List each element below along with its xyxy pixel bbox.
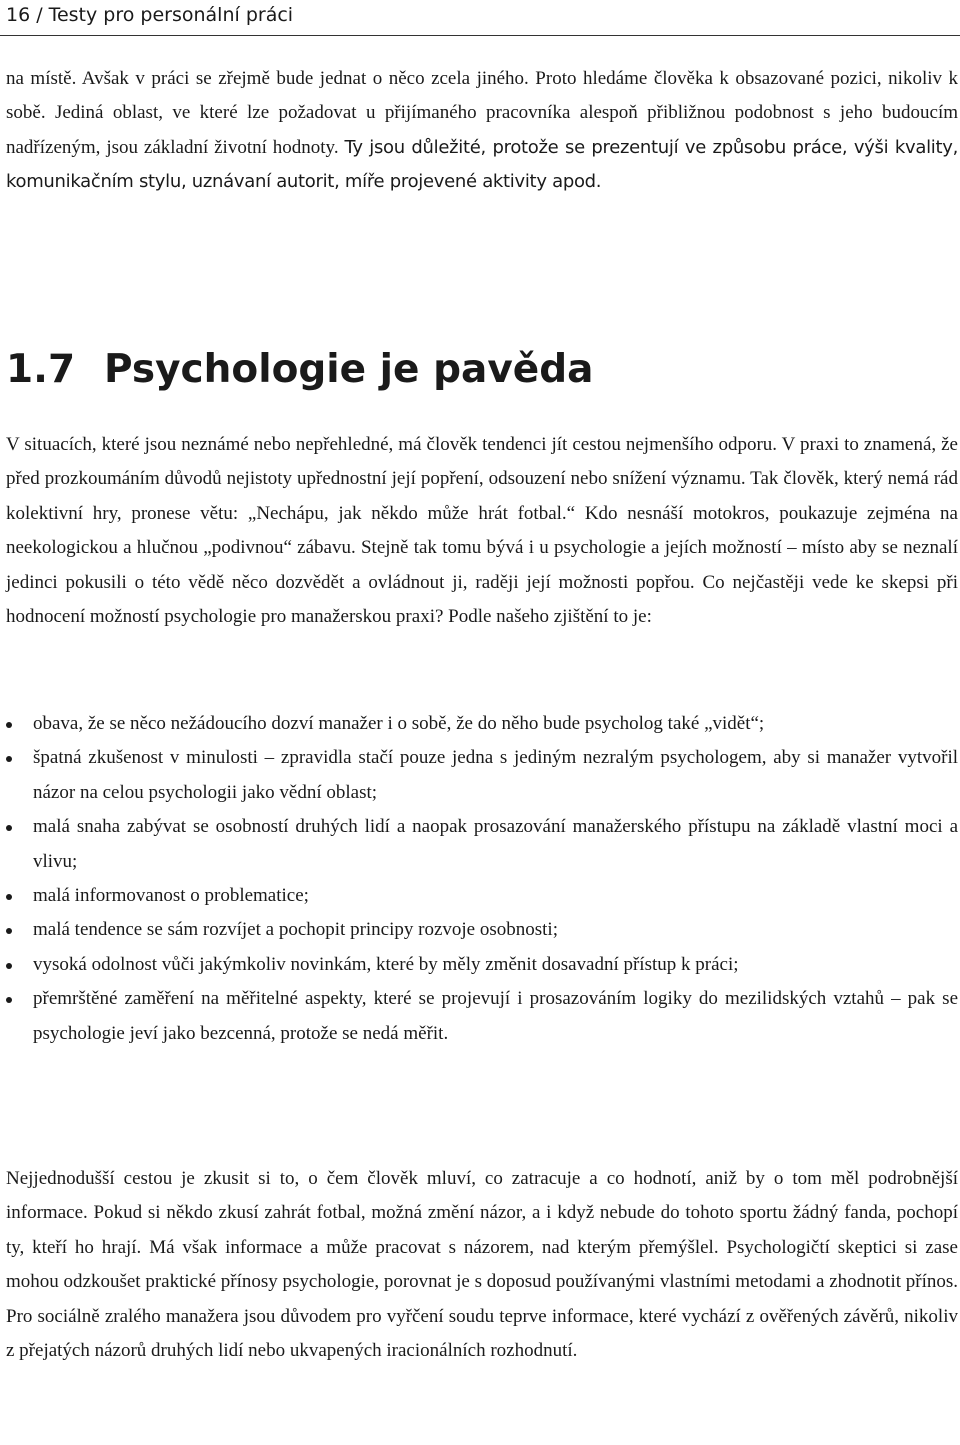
intro-paragraph <box>6 62 958 200</box>
list-item <box>6 948 958 982</box>
intro-serif-text: na místě. Avšak v práci se zřejmě bude jednat o něco zcela jiného. Proto hledáme člověka k obsazované pozici, nikoliv k sobě. Jediná oblast, ve které lze požadovat u přijímaného pracovníka alespoň přibližnou podobnost s jeho budoucím nadřízeným, jsou základní životní hodnoty. <box>6 68 958 158</box>
list-item-text: malá tendence se sám rozvíjet a pochopit principy rozvoje osobnosti; <box>33 919 558 941</box>
bullet-icon <box>6 825 12 831</box>
bullet-icon <box>6 894 12 900</box>
closing-paragraph: Nejjednodušší cestou je zkusit si to, o čem člověk mluví, co zatracuje a co hodnotí, aniž by o tom měl podrobnější informace. Pokud si někdo zkusí zahrát fotbal, možná změní názor, a i když nebude do tohoto sportu žádný fanda, pochopí ty, kteří ho hrají. Má však informace a může pracovat s názorem, nad kterým přemýšlel. Psychologičtí skeptici si zase mohou odzkoušet praktické přínosy psychologie, porovnat je s doposud používanými vlastními metodami a zhodnotit přínos. Pro sociálně zralého manažera jsou důvodem pro vyřčení soudu teprve informace, které vychází z ověřených závěrů, nikoliv z přejatých názorů druhých lidí nebo ukvapených iracionálních rozhodnutí. <box>6 1168 958 1362</box>
header-separator: / <box>36 4 43 26</box>
list-item <box>6 741 958 810</box>
list-item-text: malá snaha zabývat se osobností druhých lidí a naopak prosazování manažerského přístupu na základě vlastní moci a vlivu; <box>33 816 958 872</box>
list-item <box>6 913 958 947</box>
bullet-list <box>6 707 958 1051</box>
running-header <box>6 2 293 28</box>
book-title: Testy pro personální práci <box>48 4 294 26</box>
list-item <box>6 707 958 741</box>
list-item-text: vysoká odolnost vůči jakýmkoliv novinkám, které by měly změnit dosavadní přístup k práci; <box>33 953 739 975</box>
section-title: Psychologie je pavěda <box>104 347 594 392</box>
section-heading <box>6 342 593 398</box>
list-item-text: přemrštěné zaměření na měřitelné aspekty, které se projevují i prosazováním logiky do mezilidských vztahů – pak se psychologie jeví jako bezcenná, protože se nedá měřit. <box>33 988 958 1044</box>
bullet-icon <box>6 963 12 969</box>
section-paragraph: V situacích, které jsou neznámé nebo nepřehledné, má člověk tendenci jít cestou nejmenšího odporu. V praxi to znamená, že před prozkoumáním důvodů nejistoty upřednostní její popření, odsouzení nebo snížení významu. Tak člověk, který nemá rád kolektivní hry, pronese větu: „Nechápu, jak někdo může hrát fotbal.“ Kdo nesnáší motokros, poukazuje zejména na neekologickou a hlučnou „podivnou“ zábavu. Stejně tak tomu bývá i u psychologie a jejích možností – místo aby se neznalí jedinci pokusili o této vědě něco dozvědět a ovládnout ji, raději její možnosti popřou. Co nejčastěji vede ke skepsi při hodnocení možností psychologie pro manažerskou praxi? Podle našeho zjištění to je: <box>6 434 958 628</box>
bullet-icon <box>6 722 12 728</box>
intro-sans-text: Ty jsou důležité, protože se prezentují ve způsobu práce, výši kvality, komunikačním stylu, uznávaní autorit, míře projevené aktivity apod. <box>6 136 959 193</box>
list-item <box>6 982 958 1051</box>
bullet-icon <box>6 997 12 1003</box>
header-rule <box>0 35 960 36</box>
bullet-icon <box>6 928 12 934</box>
list-item-text: špatná zkušenost v minulosti – zpravidla stačí pouze jedna s jediným nezralým psychologem, aby si manažer vytvořil názor na celou psychologii jako vědní oblast; <box>33 747 958 803</box>
list-item-text: malá informovanost o problematice; <box>33 885 309 907</box>
list-item <box>6 879 958 913</box>
page-number: 16 <box>6 4 31 26</box>
list-item <box>6 810 958 879</box>
bullet-icon <box>6 756 12 762</box>
section-number: 1.7 <box>6 347 76 392</box>
list-item-text: obava, že se něco nežádoucího dozví manažer i o sobě, že do něho bude psycholog také „vidět“; <box>33 713 765 734</box>
